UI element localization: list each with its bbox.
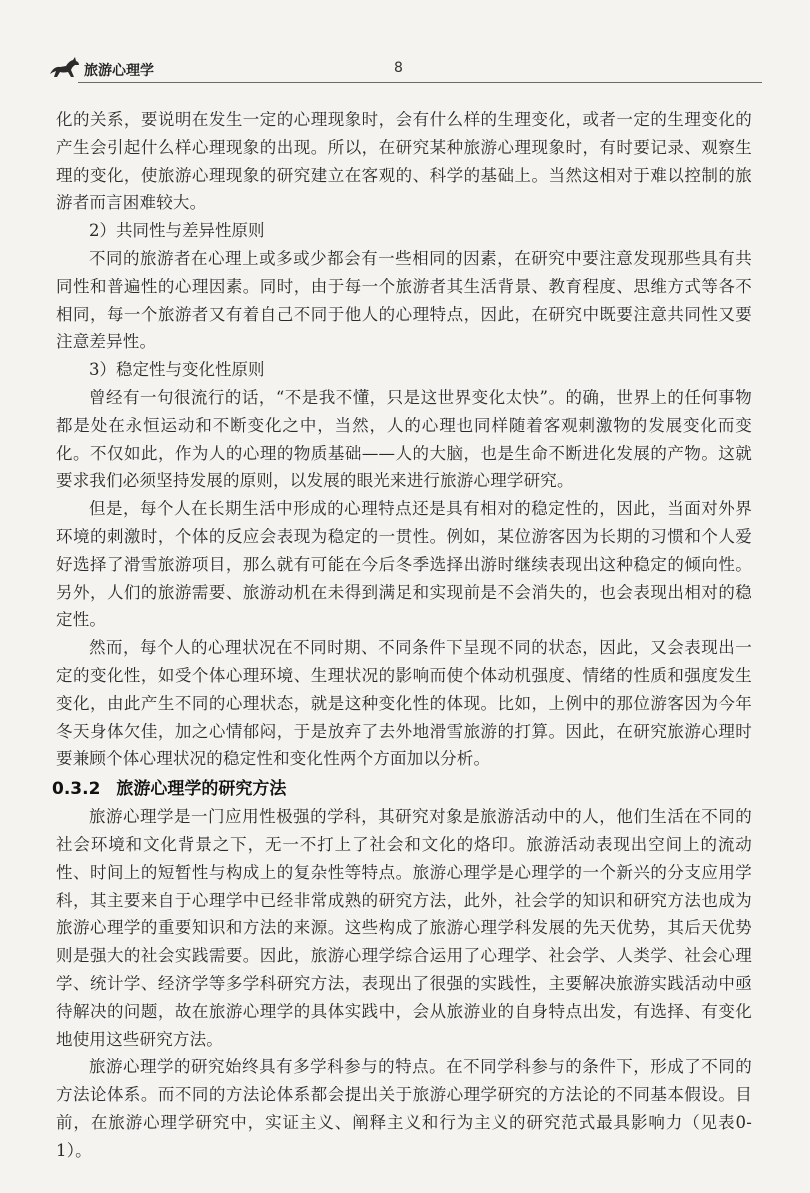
page-number: 8 [394, 60, 403, 76]
paragraph-4: 但是，每个人在长期生活中形成的心理特点还是具有相对的稳定性的，因此，当面对外界环境的刺激时，个体的反应会表现为稳定的一贯性。例如，某位游客因为长期的习惯和个人爱好选择了滑雪旅游项目，那么就有可能在今后冬季选择出游时继续表现出这种稳定的倾向性。另外，人们的旅游需要、旅游动机在未得到满足和实现前是不会消失的，也会表现出相对的稳定性。 [56, 499, 752, 630]
section-heading [52, 775, 752, 803]
paragraph-3: 曾经有一句很流行的话，“不是我不懂，只是这世界变化太快”。的确，世界上的任何事物都是处在永恒运动和不断变化之中，当然，人的心理也同样随着客观刺激物的发展变化而变化。不仅如此，作为人的心理的物质基础——人的大脑，也是生命不断进化发展的产物。这就要求我们必须坚持发展的原则，以发展的眼光来进行旅游心理学研究。 [56, 387, 752, 491]
page-header [48, 52, 762, 86]
book-title: 旅游心理学 [84, 63, 154, 79]
paragraph-5: 然而，每个人的心理状况在不同时期、不同条件下呈现不同的状态，因此，又会表现出一定的变化性，如受个体心理环境、生理状况的影响而使个体动机强度、情绪的性质和强度发生变化，由此产生不同的心理状态，就是这种变化性的体现。比如，上例中的那位游客因为今年冬天身体欠佳，加之心情郁闷，于是放弃了去外地滑雪旅游的打算。因此，在研究旅游心理时要兼顾个体心理状况的稳定性和变化性两个方面加以分析。 [56, 638, 752, 769]
paragraph-2: 不同的旅游者在心理上或多或少都会有一些相同的因素，在研究中要注意发现那些具有共同性和普遍性的心理因素。同时，由于每一个旅游者其生活背景、教育程度、思维方式等各不相同，每一个旅游者又有着自己不同于他人的心理特点，因此，在研究中既要注意共同性又要注意差异性。 [56, 248, 752, 352]
paragraph-1: 化的关系，要说明在发生一定的心理现象时，会有什么样的生理变化，或者一定的生理变化的产生会引起什么样心理现象的出现。所以，在研究某种旅游心理现象时，有时要记录、观察生理的变化，使旅游心理现象的研究建立在客观的、科学的基础上。当然这相对于难以控制的旅游者而言困难较大。 [56, 110, 752, 213]
paragraph-7: 旅游心理学的研究始终具有多学科参与的特点。在不同学科参与的条件下，形成了不同的方法论体系。而不同的方法论体系都会提出关于旅游心理学研究的方法论的不同基本假设。目前，在旅游心理学研究中，实证主义、阐释主义和行为主义的研究范式最具影响力（见表0-1）。 [56, 1057, 752, 1160]
page-body [52, 106, 752, 1164]
paragraph-6: 旅游心理学是一门应用性极强的学科，其研究对象是旅游活动中的人，他们生活在不同的社会环境和文化背景之下，无一不打上了社会和文化的烙印。旅游活动表现出空间上的流动性、时间上的短暂性与构成上的复杂性等特点。旅游心理学是心理学的一个新兴的分支应用学科，其主要来自于心理学中已经非常成熟的研究方法，此外，社会学的知识和研究方法也成为旅游心理学的重要知识和方法的来源。这些构成了旅游心理学科发展的先天优势，其后天优势则是强大的社会实践需要。因此，旅游心理学综合运用了心理学、社会学、人类学、社会心理学、统计学、经济学等多学科研究方法，表现出了很强的实践性，主要解决旅游实践活动中亟待解决的问题，故在旅游心理学的具体实践中，会从旅游业的自身特点出发，有选择、有变化地使用这些研究方法。 [56, 807, 752, 1049]
subheading-common-difference: 2）共同性与差异性原则 [89, 221, 265, 241]
header-divider [78, 82, 762, 83]
subheading-stability-change: 3）稳定性与变化性原则 [89, 360, 265, 380]
horse-icon [48, 54, 82, 80]
section-title: 旅游心理学的研究方法 [116, 779, 287, 800]
section-number: 0.3.2 [52, 779, 101, 800]
